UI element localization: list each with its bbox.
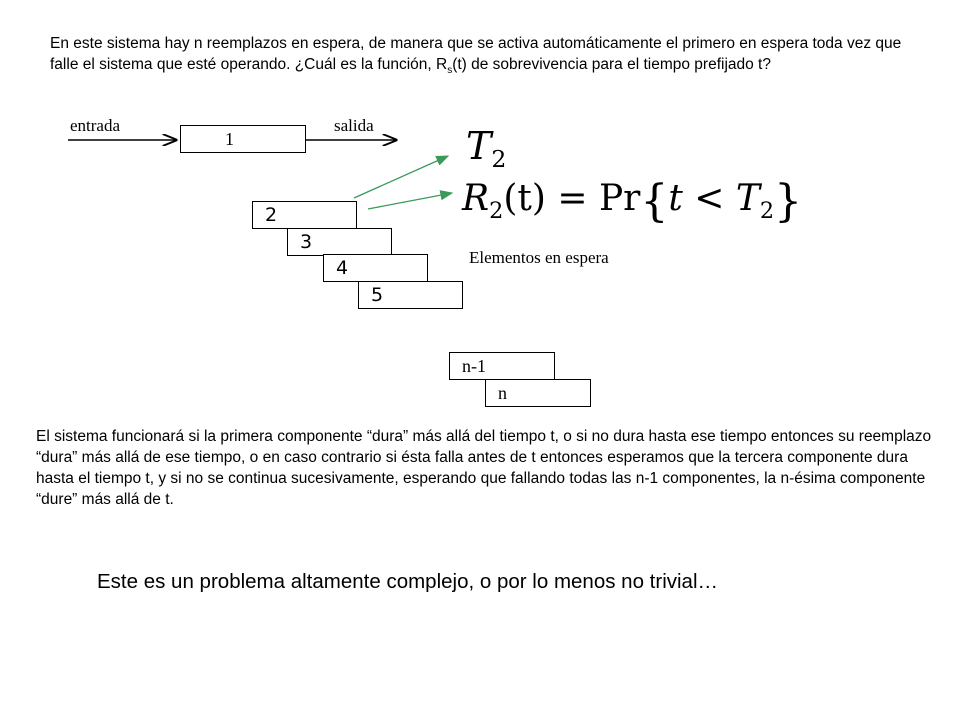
t2-symbol: $T_2$ — [466, 124, 507, 174]
intro-text-end: (t) de sobrevivencia para el tiempo prefijado t? — [452, 56, 771, 73]
formula-r: R — [462, 178, 490, 219]
formula-rhs-t: T — [735, 178, 760, 219]
formula-open-brace: { — [640, 176, 669, 227]
standby-unit-box — [323, 254, 428, 282]
intro-subscript: s — [447, 65, 453, 77]
intro-text-start: En este sistema hay n reemplazos en espera, de manera que se activa automáticamente el primero en espera toda vez que falle el sistema que esté operando. ¿Cuál es la función, R — [50, 35, 902, 73]
conclusion-text: Este es un problema altamente complejo, o por lo menos no trivial… — [97, 570, 719, 593]
standby-caption: Elementos en espera — [469, 248, 609, 267]
standby-unit-label: 3 — [300, 230, 313, 253]
standby-unit-box — [287, 228, 392, 256]
pointer-arrow-r2 — [368, 193, 452, 209]
formula-r-sub: 2 — [489, 197, 504, 224]
formula-t: t — [668, 178, 683, 219]
main-unit-label: 1 — [225, 129, 234, 149]
standby-unit-label: 4 — [336, 256, 349, 279]
formula-close-brace: } — [774, 176, 803, 227]
survival-formula — [462, 176, 802, 227]
formula-arg: (t) — [503, 178, 546, 219]
standby-unit-label: 5 — [371, 283, 384, 306]
formula-less-than: < — [682, 178, 736, 219]
standby-unit-box — [358, 281, 463, 309]
standby-unit-box — [252, 201, 357, 229]
explanation-paragraph: El sistema funcionará si la primera componente “dura” más allá del tiempo t, o si no dura hasta ese tiempo entonces su reemplazo “dura” más allá de ese tiempo, o en caso contrario si ésta falla antes de t entonces esperamos que la tercera componente dura hasta el tiempo t, y si no se continua sucesivamente, esperando que fallando todas las n-1 componentes, la n-ésima componente “dure” más allá de t. — [36, 428, 932, 508]
tail-unit-label: n — [498, 383, 507, 403]
output-label: salida — [334, 116, 374, 135]
formula-equals: = — [545, 178, 599, 219]
tail-unit-label: n-1 — [462, 356, 486, 376]
tail-unit-box — [449, 352, 555, 380]
tail-unit-box — [485, 379, 591, 407]
pointer-arrow-t2 — [354, 156, 448, 198]
formula-pr: Pr — [598, 178, 641, 219]
standby-unit-label: 2 — [265, 203, 278, 226]
formula-rhs-sub: 2 — [759, 197, 775, 224]
input-label: entrada — [70, 116, 121, 135]
main-unit-box — [180, 125, 306, 153]
